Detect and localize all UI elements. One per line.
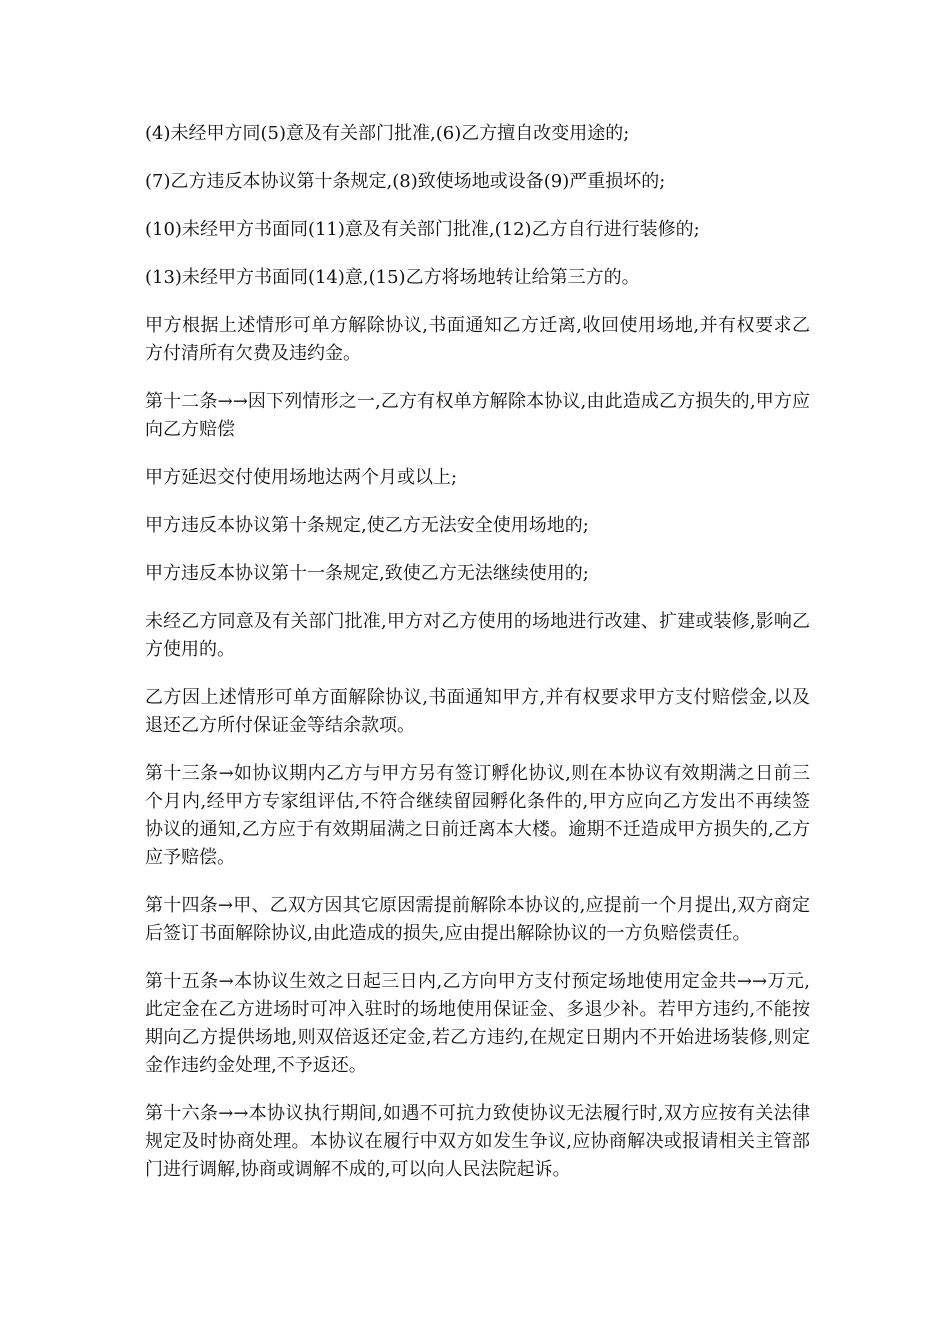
- article-12-item-2: 甲方违反本协议第十条规定,使乙方无法安全使用场地的;: [145, 515, 589, 536]
- clause-item-7: (7)乙方违反本协议第十条规定,(8)致使场地或设备(9)严重损坏的;: [145, 171, 666, 192]
- article-13: 第十三条→如协议期内乙方与甲方另有签订孵化协议,则在本协议有效期满之日前三个月内,经甲方专家组评估,不符合继续留园孵化条件的,甲方应向乙方发出不再续签协议的通知,乙方应于有效期届满之日前迁离本大楼。逾期不迁造成甲方损失的,乙方应予赔偿。: [145, 763, 810, 868]
- clause-item-4: (4)未经甲方同(5)意及有关部门批准,(6)乙方擅自改变用途的;: [145, 123, 630, 144]
- clause-item-13: (13)未经甲方书面同(14)意,(15)乙方将场地转让给第三方的。: [145, 267, 640, 288]
- party-b-termination-paragraph: 乙方因上述情形可单方面解除协议,书面通知甲方,并有权要求甲方支付赔偿金,以及退还乙方所付保证金等结余款项。: [145, 687, 810, 736]
- document-body: [145, 120, 810, 1204]
- clause-item-10: (10)未经甲方书面同(11)意及有关部门批准,(12)乙方自行进行装修的;: [145, 219, 700, 240]
- article-15: 第十五条→本协议生效之日起三日内,乙方向甲方支付预定场地使用定金共→→万元,此定金在乙方进场时可冲入驻时的场地使用保证金、多退少补。若甲方违约,不能按期向乙方提供场地,则双倍返还定金,若乙方违约,在规定日期内不开始进场装修,则定金作违约金处理,不予返还。: [145, 971, 810, 1076]
- article-12-item-1: 甲方延迟交付使用场地达两个月或以上;: [145, 467, 458, 488]
- article-12-item-3: 甲方违反本协议第十一条规定,致使乙方无法继续使用的;: [145, 563, 589, 584]
- party-a-termination-paragraph: 甲方根据上述情形可单方解除协议,书面通知乙方迁离,收回使用场地,并有权要求乙方付清所有欠费及违约金。: [145, 315, 810, 364]
- article-14: 第十四条→甲、乙双方因其它原因需提前解除本协议的,应提前一个月提出,双方商定后签订书面解除协议,由此造成的损失,应由提出解除协议的一方负赔偿责任。: [145, 895, 810, 944]
- article-12-item-4: 未经乙方同意及有关部门批准,甲方对乙方使用的场地进行改建、扩建或装修,影响乙方使用的。: [145, 611, 810, 660]
- article-16: 第十六条→→本协议执行期间,如遇不可抗力致使协议无法履行时,双方应按有关法律规定及时协商处理。本协议在履行中双方如发生争议,应协商解决或报请相关主管部门进行调解,协商或调解不成的,可以向人民法院起诉。: [145, 1103, 810, 1180]
- article-12: 第十二条→→因下列情形之一,乙方有权单方解除本协议,由此造成乙方损失的,甲方应向乙方赔偿: [145, 391, 810, 440]
